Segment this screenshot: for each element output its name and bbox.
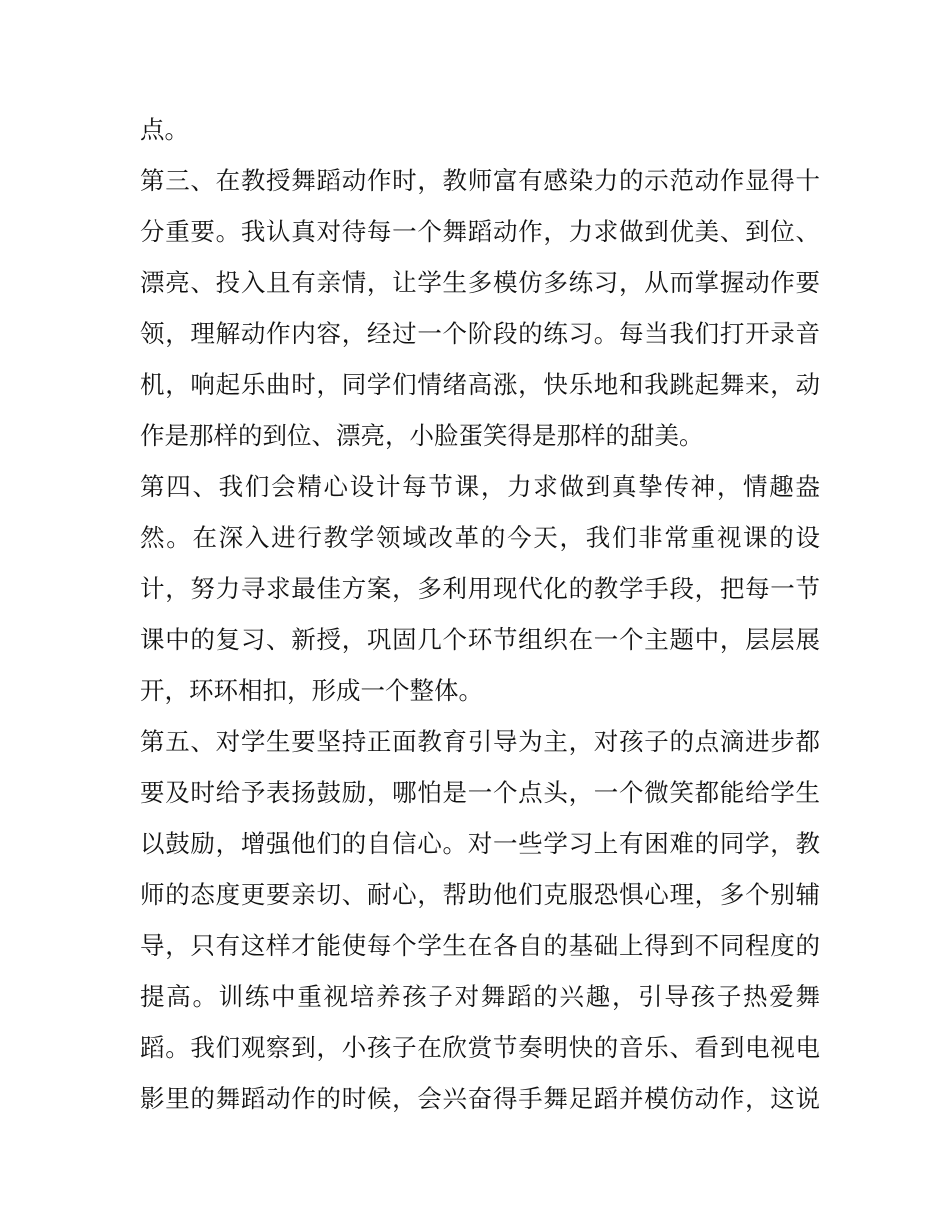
- text-line: 导，只有这样才能使每个学生在各自的基础上得到不同程度的: [140, 931, 820, 960]
- text-line: 第四、我们会精心设计每节课，力求做到真挚传神，情趣盎: [140, 472, 820, 501]
- text-line: 蹈。我们观察到，小孩子在欣赏节奏明快的音乐、看到电视电: [140, 1033, 820, 1062]
- text-line: 师的态度更要亲切、耐心，帮助他们克服恐惧心理，多个别辅: [140, 880, 820, 909]
- text-line: 然。在深入进行教学领域改革的今天，我们非常重视课的设: [140, 523, 820, 552]
- text-line: 开，环环相扣，形成一个整体。: [140, 676, 483, 705]
- text-line: 计，努力寻求最佳方案，多利用现代化的教学手段，把每一节: [140, 574, 820, 603]
- text-line: 第五、对学生要坚持正面教育引导为主，对孩子的点滴进步都: [140, 727, 820, 756]
- text-line: 课中的复习、新授，巩固几个环节组织在一个主题中，层层展: [140, 625, 820, 654]
- text-line: 第三、在教授舞蹈动作时，教师富有感染力的示范动作显得十: [140, 166, 820, 195]
- text-line: 要及时给予表扬鼓励，哪怕是一个点头，一个微笑都能给学生: [140, 778, 820, 807]
- text-line: 机，响起乐曲时，同学们情绪高涨，快乐地和我跳起舞来，动: [140, 370, 820, 399]
- text-line: 漂亮、投入且有亲情，让学生多模仿多练习，从而掌握动作要: [140, 268, 820, 297]
- text-line: 提高。训练中重视培养孩子对舞蹈的兴趣，引导孩子热爱舞: [140, 982, 820, 1011]
- text-line: 分重要。我认真对待每一个舞蹈动作，力求做到优美、到位、: [140, 217, 820, 246]
- text-line: 以鼓励，增强他们的自信心。对一些学习上有困难的同学，教: [140, 829, 820, 858]
- text-line: 点。: [140, 115, 189, 144]
- text-line: 影里的舞蹈动作的时候，会兴奋得手舞足蹈并模仿动作，这说: [140, 1084, 820, 1113]
- text-line: 作是那样的到位、漂亮，小脸蛋笑得是那样的甜美。: [140, 421, 704, 450]
- text-line: 领，理解动作内容，经过一个阶段的练习。每当我们打开录音: [140, 319, 820, 348]
- body-text: [140, 104, 820, 1124]
